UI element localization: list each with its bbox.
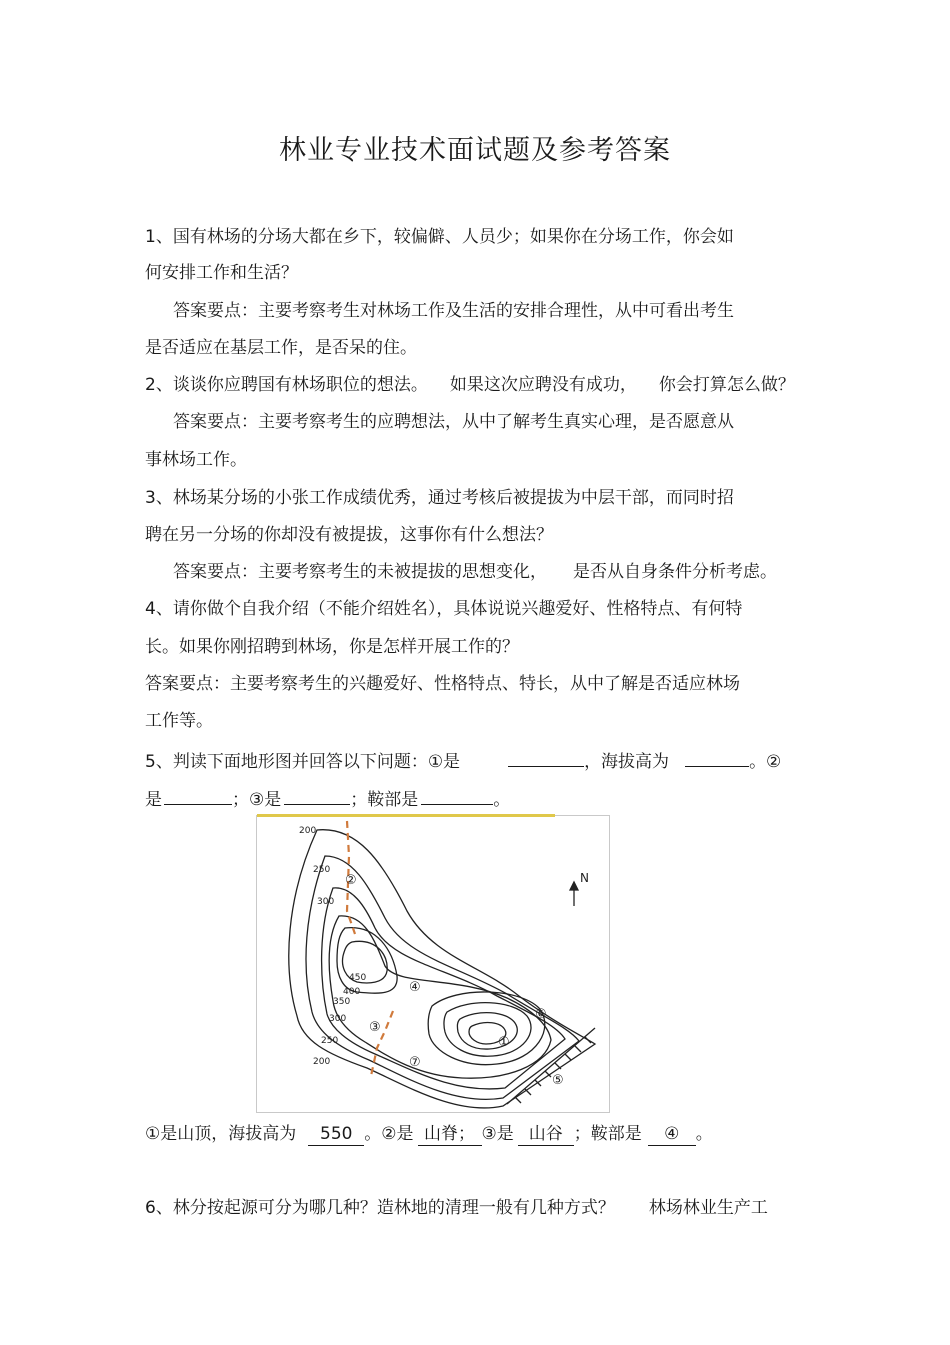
question-5-line-2-d: 。 <box>493 790 511 810</box>
marker-1: ① <box>498 1035 510 1050</box>
page-title: 林业专业技术面试题及参考答案 <box>279 135 671 166</box>
answer-5-value-3: 山谷 <box>518 1123 574 1146</box>
question-5-line-2 <box>145 786 510 811</box>
question-5-line-2-a: 是 <box>145 790 162 810</box>
answer-4-line-2: 工作等。 <box>145 711 213 731</box>
answer-1-line-1: 答案要点：主要考察考生对林场工作及生活的安排合理性，从中可看出考生 <box>173 301 734 321</box>
blank-4 <box>284 786 350 805</box>
question-5-part-3: 。② <box>749 752 782 772</box>
question-5-part-2: ，海拔高为 <box>584 752 670 772</box>
question-5-line-1 <box>145 748 781 773</box>
contour-200 <box>289 830 595 1108</box>
marker-7: ⑦ <box>409 1055 421 1070</box>
question-1-line-2: 何安排工作和生活？ <box>145 263 298 283</box>
question-6 <box>145 1197 768 1219</box>
answer-5-part-4: ；鞍部是 <box>573 1124 642 1144</box>
label-450: 450 <box>349 973 367 983</box>
marker-6: ⑥ <box>535 1007 547 1022</box>
answer-5-value-4: ④ <box>648 1123 696 1146</box>
question-1-line-1: 1、国有林场的分场大都在乡下，较偏僻、人员少；如果你在分场工作，你会如 <box>145 227 734 247</box>
answer-3-part-2: 是否从自身条件分析考虑。 <box>573 562 777 582</box>
label-350: 350 <box>333 997 351 1007</box>
answer-2-line-2: 事林场工作。 <box>145 450 247 470</box>
question-5-line-2-c: ；鞍部是 <box>350 790 419 810</box>
answer-5-part-5: 。 <box>695 1124 713 1144</box>
answer-3-part-1: 答案要点：主要考察考生的未被提拔的思想变化， <box>173 562 547 582</box>
label-250-top: 250 <box>313 865 331 875</box>
answer-5-part-3: ③是 <box>481 1124 514 1144</box>
marker-2: ② <box>345 873 357 888</box>
map-top-edge <box>257 814 555 817</box>
blank-1 <box>508 748 584 767</box>
question-2 <box>145 374 795 396</box>
answer-1-line-2: 是否适应在基层工作，是否呆的住。 <box>145 338 417 358</box>
question-2-part-3: 你会打算怎么做？ <box>658 375 795 395</box>
question-2-part-2: 如果这次应聘没有成功， <box>449 375 637 395</box>
label-200-top: 200 <box>299 826 317 836</box>
question-4-line-1: 4、请你做个自我介绍（不能介绍姓名），具体说说兴趣爱好、性格特点、有何特 <box>145 599 743 619</box>
answer-5-value-2: 山脊； <box>418 1123 482 1146</box>
label-300-bottom: 300 <box>329 1014 347 1024</box>
marker-3: ③ <box>369 1020 381 1035</box>
label-300-top: 300 <box>317 897 335 907</box>
answer-5-part-2: 。②是 <box>364 1124 414 1144</box>
north-label: N <box>580 871 589 885</box>
question-6-part-1: 6、林分按起源可分为哪几种？造林地的清理一般有几种方式？ <box>145 1198 615 1218</box>
question-6-part-2: 林场林业生产工 <box>648 1198 768 1218</box>
marker-5: ⑤ <box>552 1073 564 1088</box>
answer-5 <box>145 1123 713 1146</box>
contour-map-svg <box>257 816 609 1112</box>
answer-5-value-1: 550 <box>308 1123 364 1146</box>
question-5-line-2-b: ；③是 <box>232 790 282 810</box>
blank-3 <box>164 786 232 805</box>
blank-5 <box>421 786 493 805</box>
contour-250 <box>306 856 579 1099</box>
question-3-line-1: 3、林场某分场的小张工作成绩优秀，通过考核后被提拔为中层干部，而同时招 <box>145 488 734 508</box>
label-400: 400 <box>343 987 361 997</box>
answer-3 <box>173 561 777 583</box>
question-5-part-1: 5、判读下面地形图并回答以下问题：①是 <box>145 752 461 772</box>
answer-4-line-1: 答案要点：主要考察考生的兴趣爱好、性格特点、特长，从中了解是否适应林场 <box>145 674 740 694</box>
question-2-part-1: 2、谈谈你应聘国有林场职位的想法。 <box>145 375 428 395</box>
question-3-line-2: 聘在另一分场的你却没有被提拔，这事你有什么想法？ <box>145 525 553 545</box>
label-200-bottom: 200 <box>313 1057 331 1067</box>
answer-5-part-1: ①是山顶，海拔高为 <box>145 1124 297 1144</box>
answer-2-line-1: 答案要点：主要考察考生的应聘想法，从中了解考生真实心理，是否愿意从 <box>173 412 734 432</box>
marker-4: ④ <box>409 980 421 995</box>
blank-2 <box>685 748 749 767</box>
topographic-map <box>256 815 610 1113</box>
label-250-bottom: 250 <box>321 1036 339 1046</box>
question-4-line-2: 长。如果你刚招聘到林场，你是怎样开展工作的？ <box>145 637 519 657</box>
